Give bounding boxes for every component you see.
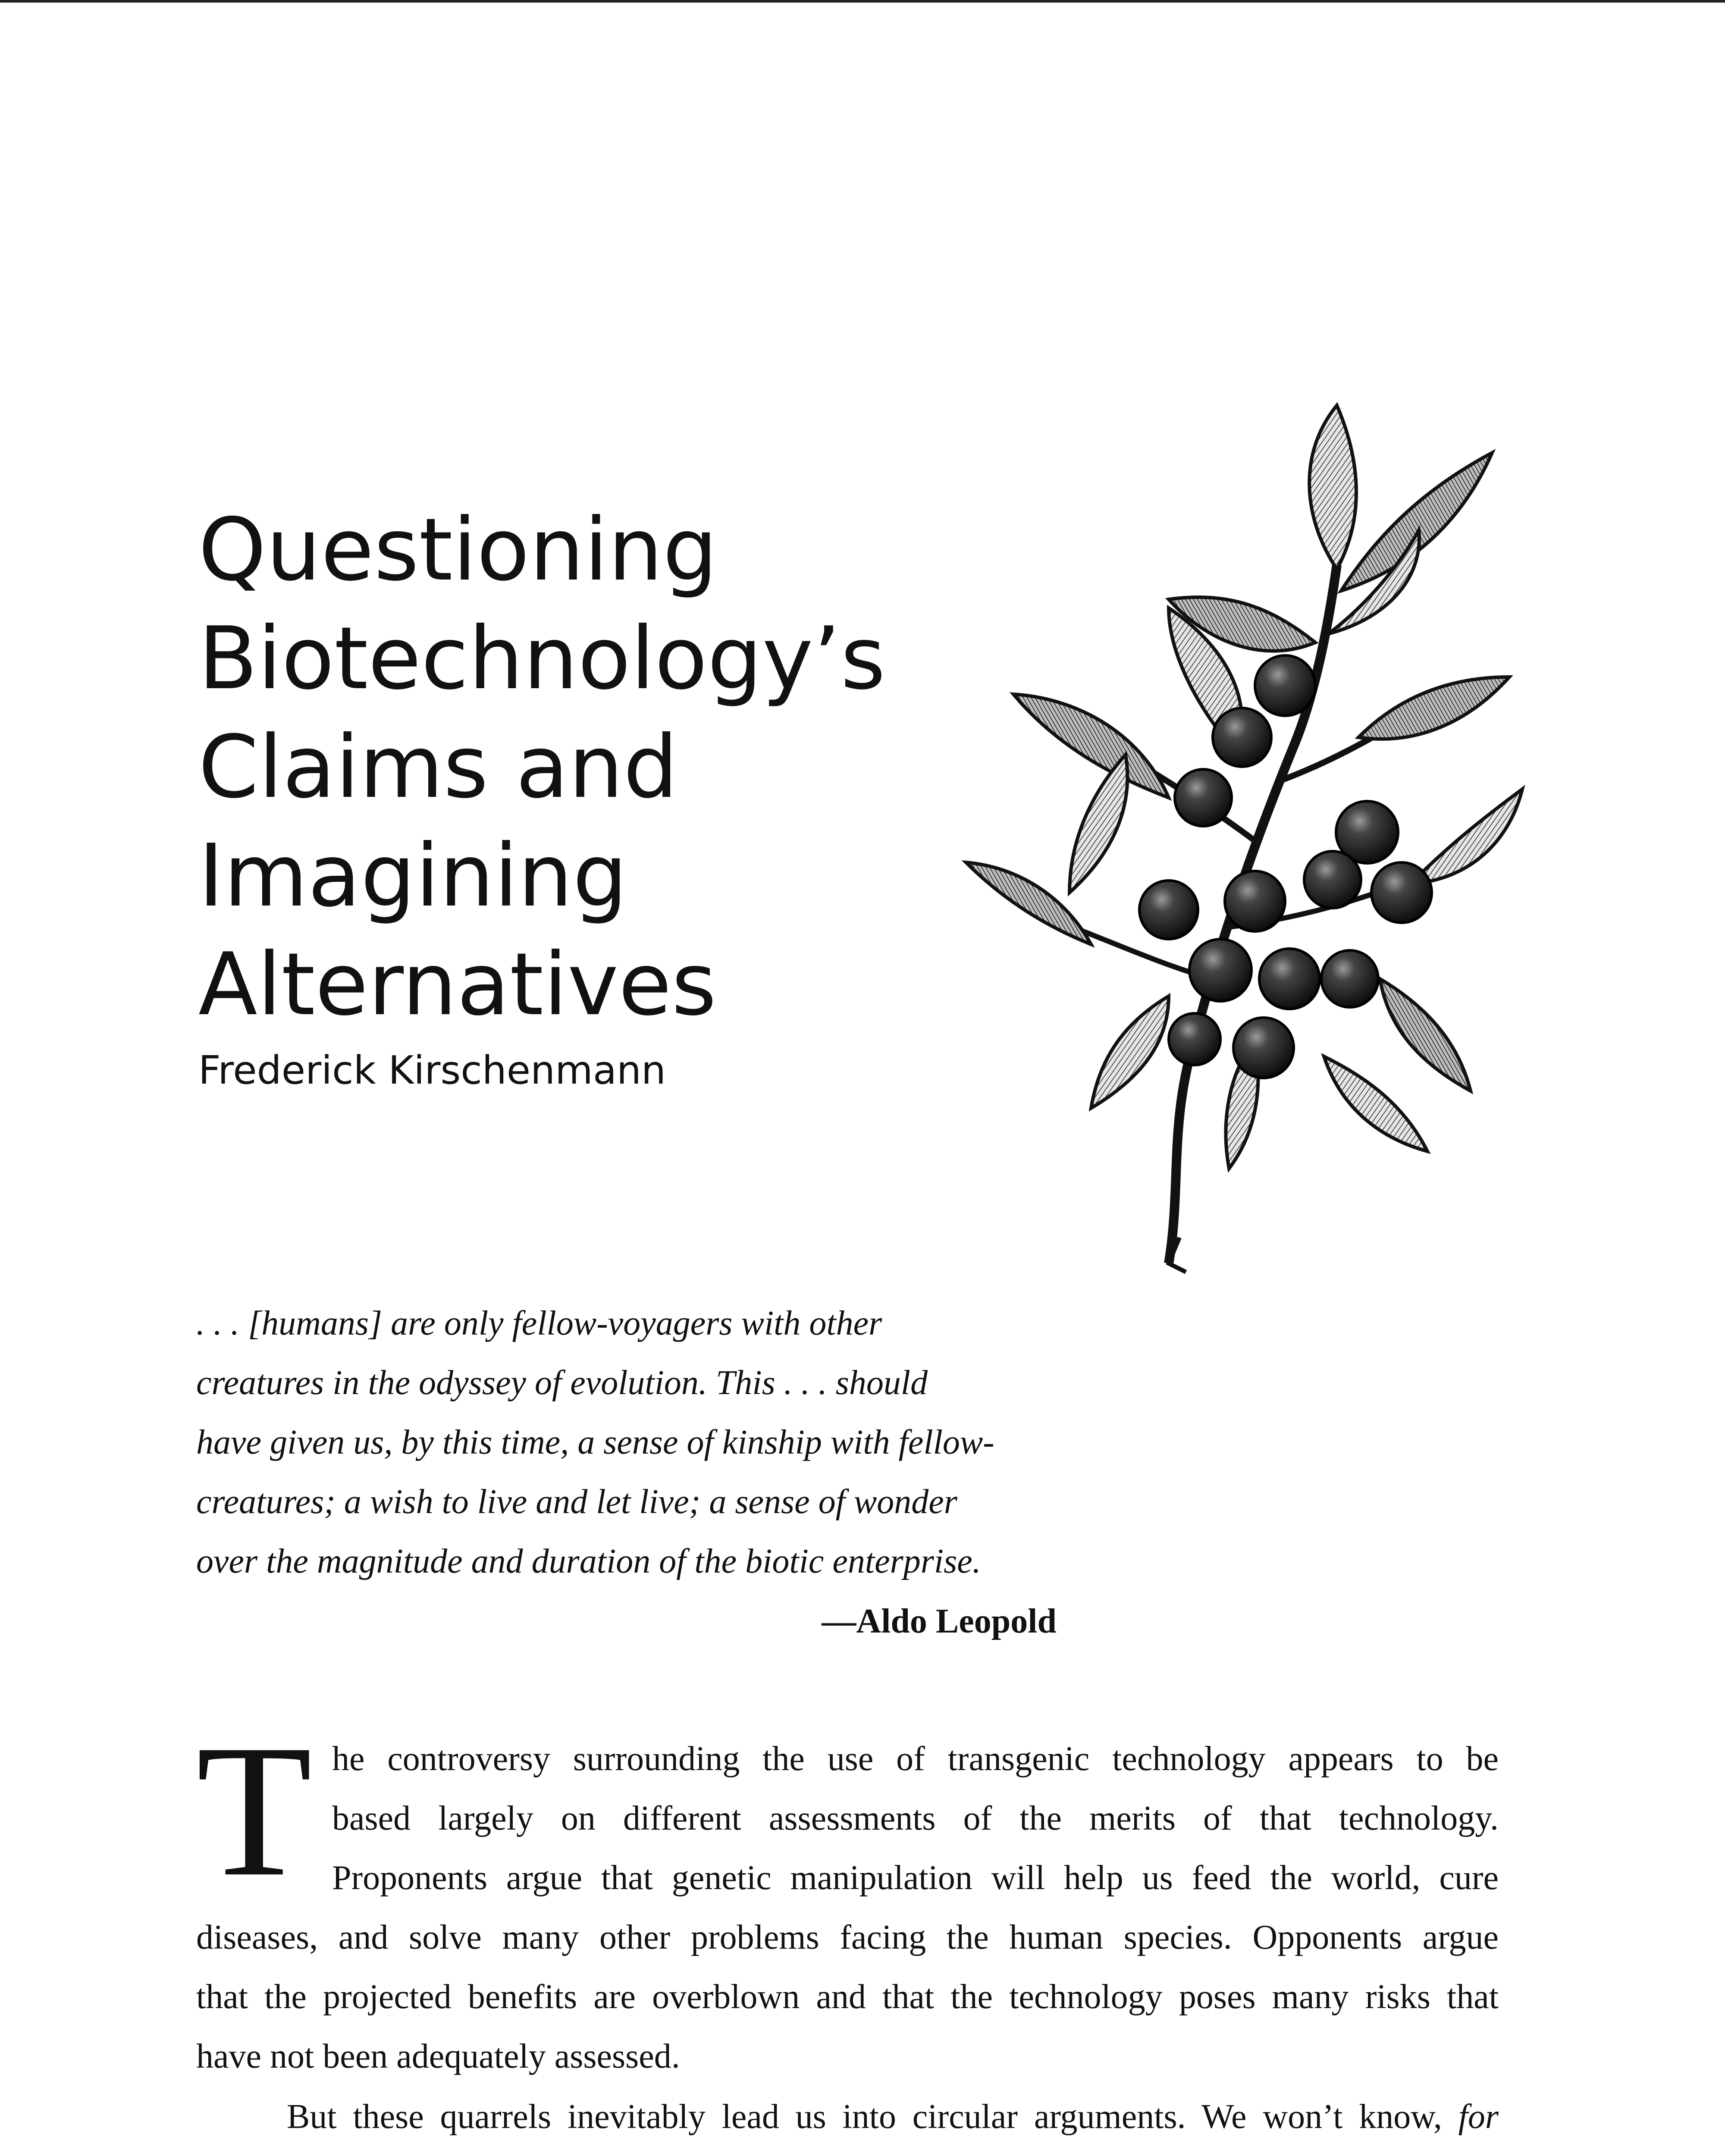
body-line: have not been adequately assessed. (196, 2037, 680, 2075)
botanical-engraving-icon (927, 367, 1531, 1281)
top-rule (0, 0, 1725, 3)
author-name: Frederick Kirschenmann (198, 1048, 666, 1093)
body-emphasis: for (1458, 2098, 1499, 2136)
title-line: Biotechnology’s (198, 608, 886, 709)
body-line: based largely on different assessments of the merits of that technology. (332, 1799, 1499, 1837)
title-line: Imagining (198, 826, 627, 926)
body-text-run: But these quarrels inevitably lead us into circular arguments. We won’t know, (287, 2098, 1442, 2136)
epigraph-attribution: —Aldo Leopold (822, 1602, 1057, 1640)
body-line (196, 2147, 1499, 2156)
epigraph-line: have given us, by this time, a sense of kinship with fellow- (196, 1423, 994, 1461)
epigraph-quote (196, 1294, 1102, 1591)
body-line: he controversy surrounding the use of transgenic technology appears to be (332, 1740, 1499, 1778)
epigraph-line: . . . [humans] are only fellow-voyagers with other (196, 1304, 882, 1342)
body-line: diseases, and solve many other problems facing the human species. Opponents argue (196, 1918, 1499, 1956)
title-line: Claims and (198, 717, 678, 818)
epigraph-line: over the magnitude and duration of the biotic enterprise. (196, 1542, 981, 1580)
body-line: Proponents argue that genetic manipulation will help us feed the world, cure (332, 1859, 1499, 1897)
title-line: Questioning (198, 500, 718, 600)
article-title (198, 496, 932, 1039)
body-line (287, 2087, 1499, 2147)
body-line: that the projected benefits are overblown and that the technology poses many risks that (196, 1978, 1499, 2016)
title-line: Alternatives (198, 934, 717, 1035)
drop-cap: T (196, 1706, 312, 1916)
epigraph-line: creatures in the odyssey of evolution. This . . . should (196, 1364, 928, 1402)
epigraph-line: creatures; a wish to live and let live; a sense of wonder (196, 1483, 957, 1521)
